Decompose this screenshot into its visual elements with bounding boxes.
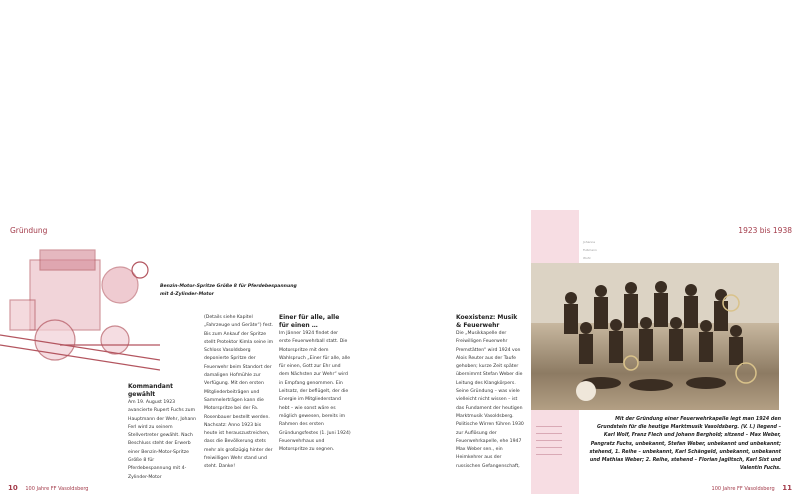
period-title: 1923 bis 1938 [738, 226, 792, 235]
column-text: (Details siehe Kapitel „Fahrzeuge und Geräte“) fest. Bis zum Ankauf der Spritze stellt Protektor Kimla seine im Schloss Vasoldsberg deponierte Spritze der Feuerwehr beim Standort der damaligen Hofmühle zur Verfügung. Mit den ersten Mitgliederbeiträgen und Sammelerträgen kann die Motorspritze bei der Fa. Rosenbauer bestellt werden. Nachsatz: Anno 1923 bis heute ist herauszustreichen, dass die Bevölkerung stets mehr als großzügig hinter der freiwilligen Wehr stand und steht. Danke! [204, 315, 274, 470]
footer-right [712, 484, 792, 492]
page-number: 11 [782, 484, 792, 492]
column-einer-fuer-alle [279, 314, 351, 454]
decorative-marks [536, 426, 562, 461]
column-koexistenz [456, 314, 524, 471]
column-text: Am 19. August 1923 avancierte Rupert Fuchs zum Hauptmann der Wehr, Johann Ferl wird zu seinem Stellvertreter gewählt. Nach Beschluss steht der Erwerb einer Benzin-Motor-Spritze Größe 8 für Pferdebespannung mit 4-Zylinder-Motor [128, 400, 197, 480]
column-kommandant [128, 383, 198, 482]
footer-title: 100 Jahre FF Vasoldsberg [25, 486, 89, 492]
side-list-item: Wuhl [583, 256, 591, 260]
side-list-item: Johanne [583, 240, 596, 244]
page-number: 10 [8, 484, 18, 492]
column-details [204, 314, 274, 472]
column-heading: Koexistenz: Musik & Feuerwehr [456, 314, 518, 329]
column-text: Die „Musikkapelle der Freiwilligen Feuerwehr Premstätten“ wird 1924 von Alois Reuter aus der Taufe gehoben; kurze Zeit später übernimmt Stefan Weber die Leitung des Klangkörpers. Seine Gründung – was viele vielleicht nicht wissen – ist das Fundament der heutigen Marktmusik Vasoldsberg. Politische Wirren führen 1930 zur Auflösung der Feuerwehrkapelle, ehe 1947 Max Weber sen., ein Heimkehrer aus der russischen Gefangenschaft, [456, 331, 524, 469]
motor-spritze-illustration [0, 245, 160, 385]
chapter-title: Gründung [10, 226, 48, 235]
footer-title: 100 Jahre FF Vasoldsberg [711, 486, 775, 492]
column-text: Im Jänner 1924 findet der erste Feuerwehrball statt. Die Motorspritze mit dem Wahlspruch „Einer für alle, alle für einen, Gott zur Ehr und dem Nächsten zur Wehr“ wird in Empfang genommen. Ein Leitsatz, der beflügelt, der die Energie im Mitgliederstand hebt – wie sonst wäre es möglich gewesen, bereits im Rahmen des ersten Gründungsfestes (1. Juni 1924) Feuerwehrhaus und Motorspritze zu segnen. [279, 331, 351, 453]
footer-left [8, 484, 88, 492]
column-heading: Einer für alle, alle für einen … [279, 314, 340, 329]
photo-caption: Mit der Gründung einer Feuerwehrkapelle legt man 1924 den Grundstein für die heutige Marktmusik Vasoldsberg. (V. l.) liegend – Karl Wolf, Franz Flech und Johann Berghold; sitzend – Max Weber, Pangratz Fuchs, unbekannt, Stefan Weber, unbekannt und unbekannt; stehend, 1. Reihe – unbekannt, Karl Schängeld, unbekannt, unbekannt und Mathias Weber; 2. Reihe, stehend – Florian Jaglitsch, Karl Sixt und Valentin Fuchs. [589, 417, 781, 472]
band-photo [531, 263, 779, 410]
side-list [583, 238, 597, 262]
side-list-item: Fußmann [583, 248, 597, 252]
engine-caption: Benzin-Motor-Spritze Größe 8 für Pferdebespannung mit 4-Zylinder-Motor [160, 284, 297, 297]
column-heading: Kommandant gewählt [128, 383, 173, 398]
